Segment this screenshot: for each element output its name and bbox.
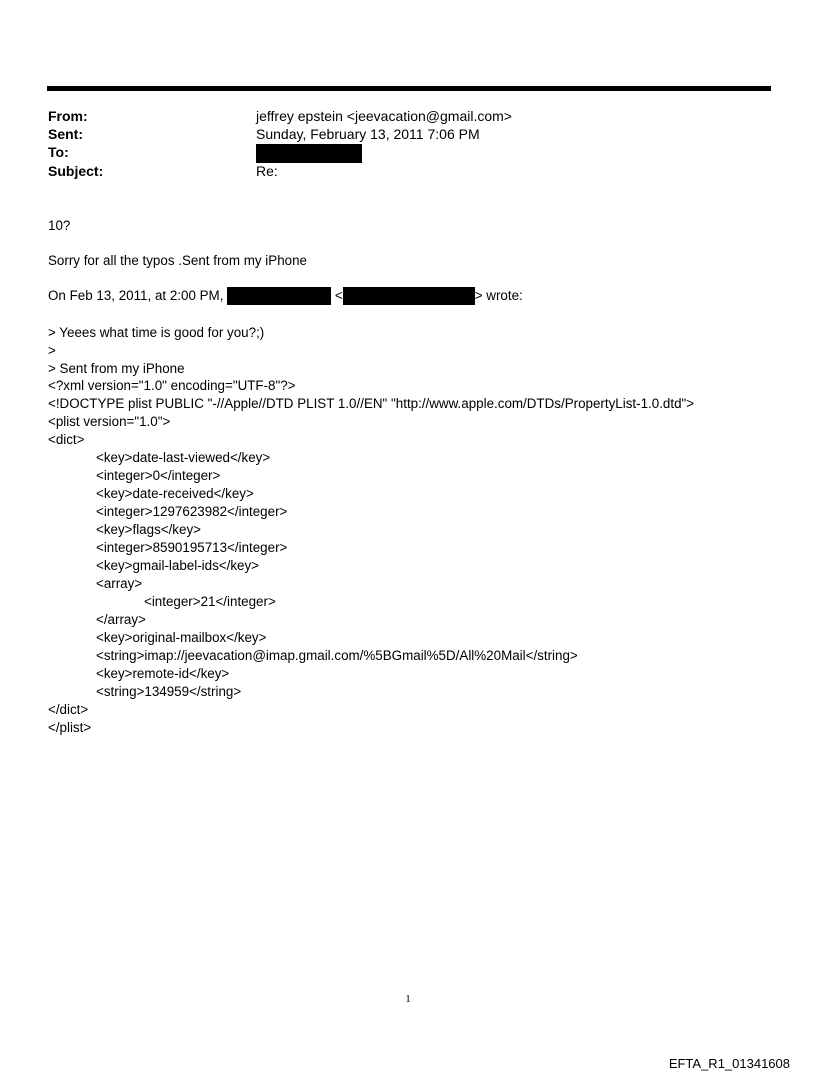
header-rule	[47, 86, 771, 91]
redaction-box	[343, 287, 475, 305]
to-label: To:	[48, 144, 69, 160]
xml-line: <integer>1297623982</integer>	[96, 504, 288, 519]
to-value	[256, 143, 362, 163]
xml-line: <!DOCTYPE plist PUBLIC "-//Apple//DTD PLIST 1.0//EN" "http://www.apple.com/DTDs/PropertyList-1.0.dtd">	[48, 396, 695, 411]
document-id: EFTA_R1_01341608	[668, 1056, 790, 1071]
quote-intro-suffix: > wrote:	[474, 288, 523, 303]
quoted-line: > Sent from my iPhone	[48, 361, 185, 376]
xml-line: <plist version="1.0">	[48, 414, 171, 429]
sent-label: Sent:	[48, 126, 83, 142]
xml-line: <key>date-received</key>	[96, 486, 254, 501]
xml-line: <key>gmail-label-ids</key>	[96, 558, 260, 573]
xml-line: <array>	[96, 576, 143, 591]
redaction-box	[227, 287, 331, 305]
signature-text: Sorry for all the typos .Sent from my iPhone	[48, 253, 307, 268]
from-value: jeffrey epstein <jeevacation@gmail.com>	[256, 108, 512, 124]
xml-line: </dict>	[48, 702, 89, 717]
xml-line: <integer>21</integer>	[144, 594, 276, 609]
quote-intro-prefix: On Feb 13, 2011, at 2:00 PM,	[48, 288, 224, 303]
xml-line: <string>134959</string>	[96, 684, 242, 699]
page-number: 1	[405, 993, 411, 1005]
subject-label: Subject:	[48, 163, 104, 179]
quote-intro	[48, 287, 523, 305]
xml-line: <dict>	[48, 432, 85, 447]
xml-line: </plist>	[48, 720, 92, 735]
sent-value: Sunday, February 13, 2011 7:06 PM	[256, 126, 480, 142]
quoted-line: >	[48, 343, 56, 358]
xml-line: <key>remote-id</key>	[96, 666, 230, 681]
from-label: From:	[48, 108, 88, 124]
xml-line: <string>imap://jeevacation@imap.gmail.com/%5BGmail%5D/All%20Mail</string>	[96, 648, 578, 663]
xml-line: <integer>0</integer>	[96, 468, 221, 483]
xml-line: <integer>8590195713</integer>	[96, 540, 288, 555]
quoted-line: > Yeees what time is good for you?;)	[48, 325, 265, 340]
xml-line: </array>	[96, 612, 146, 627]
xml-line: <?xml version="1.0" encoding="UTF-8"?>	[48, 378, 296, 393]
quote-intro-lt: <	[334, 288, 343, 303]
xml-line: <key>original-mailbox</key>	[96, 630, 267, 645]
reply-text: 10?	[48, 218, 71, 233]
redaction-box	[256, 144, 362, 163]
xml-line: <key>flags</key>	[96, 522, 201, 537]
xml-line: <key>date-last-viewed</key>	[96, 450, 271, 465]
subject-value: Re:	[256, 163, 278, 179]
